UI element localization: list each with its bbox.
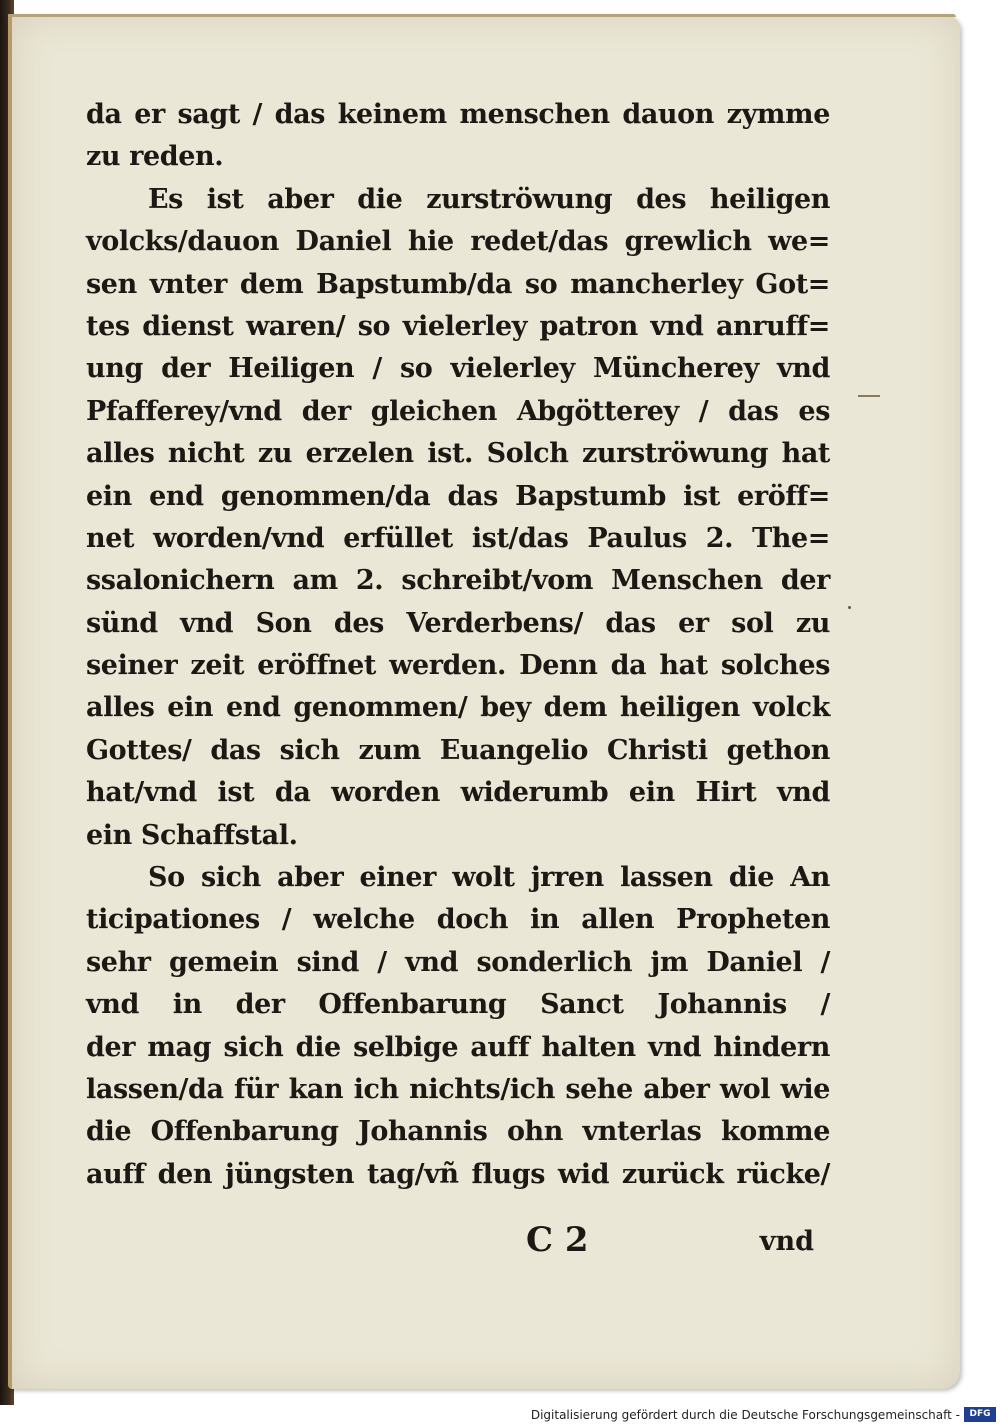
text-line: alles ein end genommen/ bey dem heiligen volck bbox=[86, 692, 830, 724]
text-line: Gottes/ das sich zum Euangelio Christi gethon bbox=[86, 734, 830, 766]
signature-line bbox=[86, 1217, 830, 1263]
text-line: der mag sich die selbige auff halten vnd hindern bbox=[86, 1031, 830, 1063]
dfg-logo: DFG bbox=[964, 1407, 996, 1422]
page-top-edge bbox=[8, 14, 956, 17]
text-line: da er sagt / das keinem menschen dauon zymme bbox=[86, 99, 830, 130]
text-line: auff den jüngsten tag/vñ flugs wid zurück rücke/ bbox=[86, 1158, 830, 1190]
text-line: Es ist aber die zurströwung des heiligen bbox=[148, 183, 830, 215]
signature-mark: C 2 bbox=[526, 1220, 589, 1260]
margin-dot bbox=[848, 606, 851, 609]
text-line: ung der Heiligen / so vielerley Müncherey vnd bbox=[86, 353, 830, 385]
page-text-block bbox=[86, 94, 830, 1196]
text-line: net worden/vnd erfüllet ist/das Paulus 2. The= bbox=[86, 522, 830, 554]
text-line: Pfafferey/vnd der gleichen Abgötterey / das es bbox=[86, 395, 830, 427]
text-line: ein end genommen/da das Bapstumb ist eröff= bbox=[86, 480, 830, 512]
text-line: sen vnter dem Bapstumb/da so mancherley Got= bbox=[86, 268, 830, 300]
text-line: So sich aber einer wolt jrren lassen die An bbox=[148, 862, 830, 894]
text-line: tes dienst waren/ so vielerley patron vnd anruff= bbox=[86, 310, 830, 342]
text-line: hat/vnd ist da worden widerumb ein Hirt vnd bbox=[86, 777, 830, 809]
text-line: vnd in der Offenbarung Sanct Johannis / bbox=[86, 989, 830, 1021]
text-line: ssalonichern am 2. schreibt/vom Menschen der bbox=[86, 565, 830, 597]
text-line: alles nicht zu erzelen ist. Solch zurströwung hat bbox=[86, 438, 830, 470]
text-line: sehr gemein sind / vnd sonderlich jm Daniel / bbox=[86, 946, 830, 978]
text-line: die Offenbarung Johannis ohn vnterlas komme bbox=[86, 1116, 830, 1148]
margin-mark bbox=[858, 395, 880, 397]
text-line: seiner zeit eröffnet werden. Denn da hat solches bbox=[86, 650, 830, 682]
text-line: ein Schaffstal. bbox=[86, 819, 298, 851]
catchword: vnd bbox=[759, 1226, 814, 1257]
text-line: ticipationes / welche doch in allen Propheten bbox=[86, 904, 830, 936]
text-line: lassen/da für kan ich nichts/ich sehe aber wol wie bbox=[86, 1073, 830, 1105]
text-line: sünd vnd Son des Verderbens/ das er sol zu bbox=[86, 607, 830, 639]
text-line: zu reden. bbox=[86, 141, 224, 173]
text-line: volcks/dauon Daniel hie redet/das grewlich we= bbox=[86, 226, 830, 258]
digitization-credit: Digitalisierung gefördert durch die Deutsche Forschungsgemeinschaft - bbox=[530, 1408, 960, 1422]
